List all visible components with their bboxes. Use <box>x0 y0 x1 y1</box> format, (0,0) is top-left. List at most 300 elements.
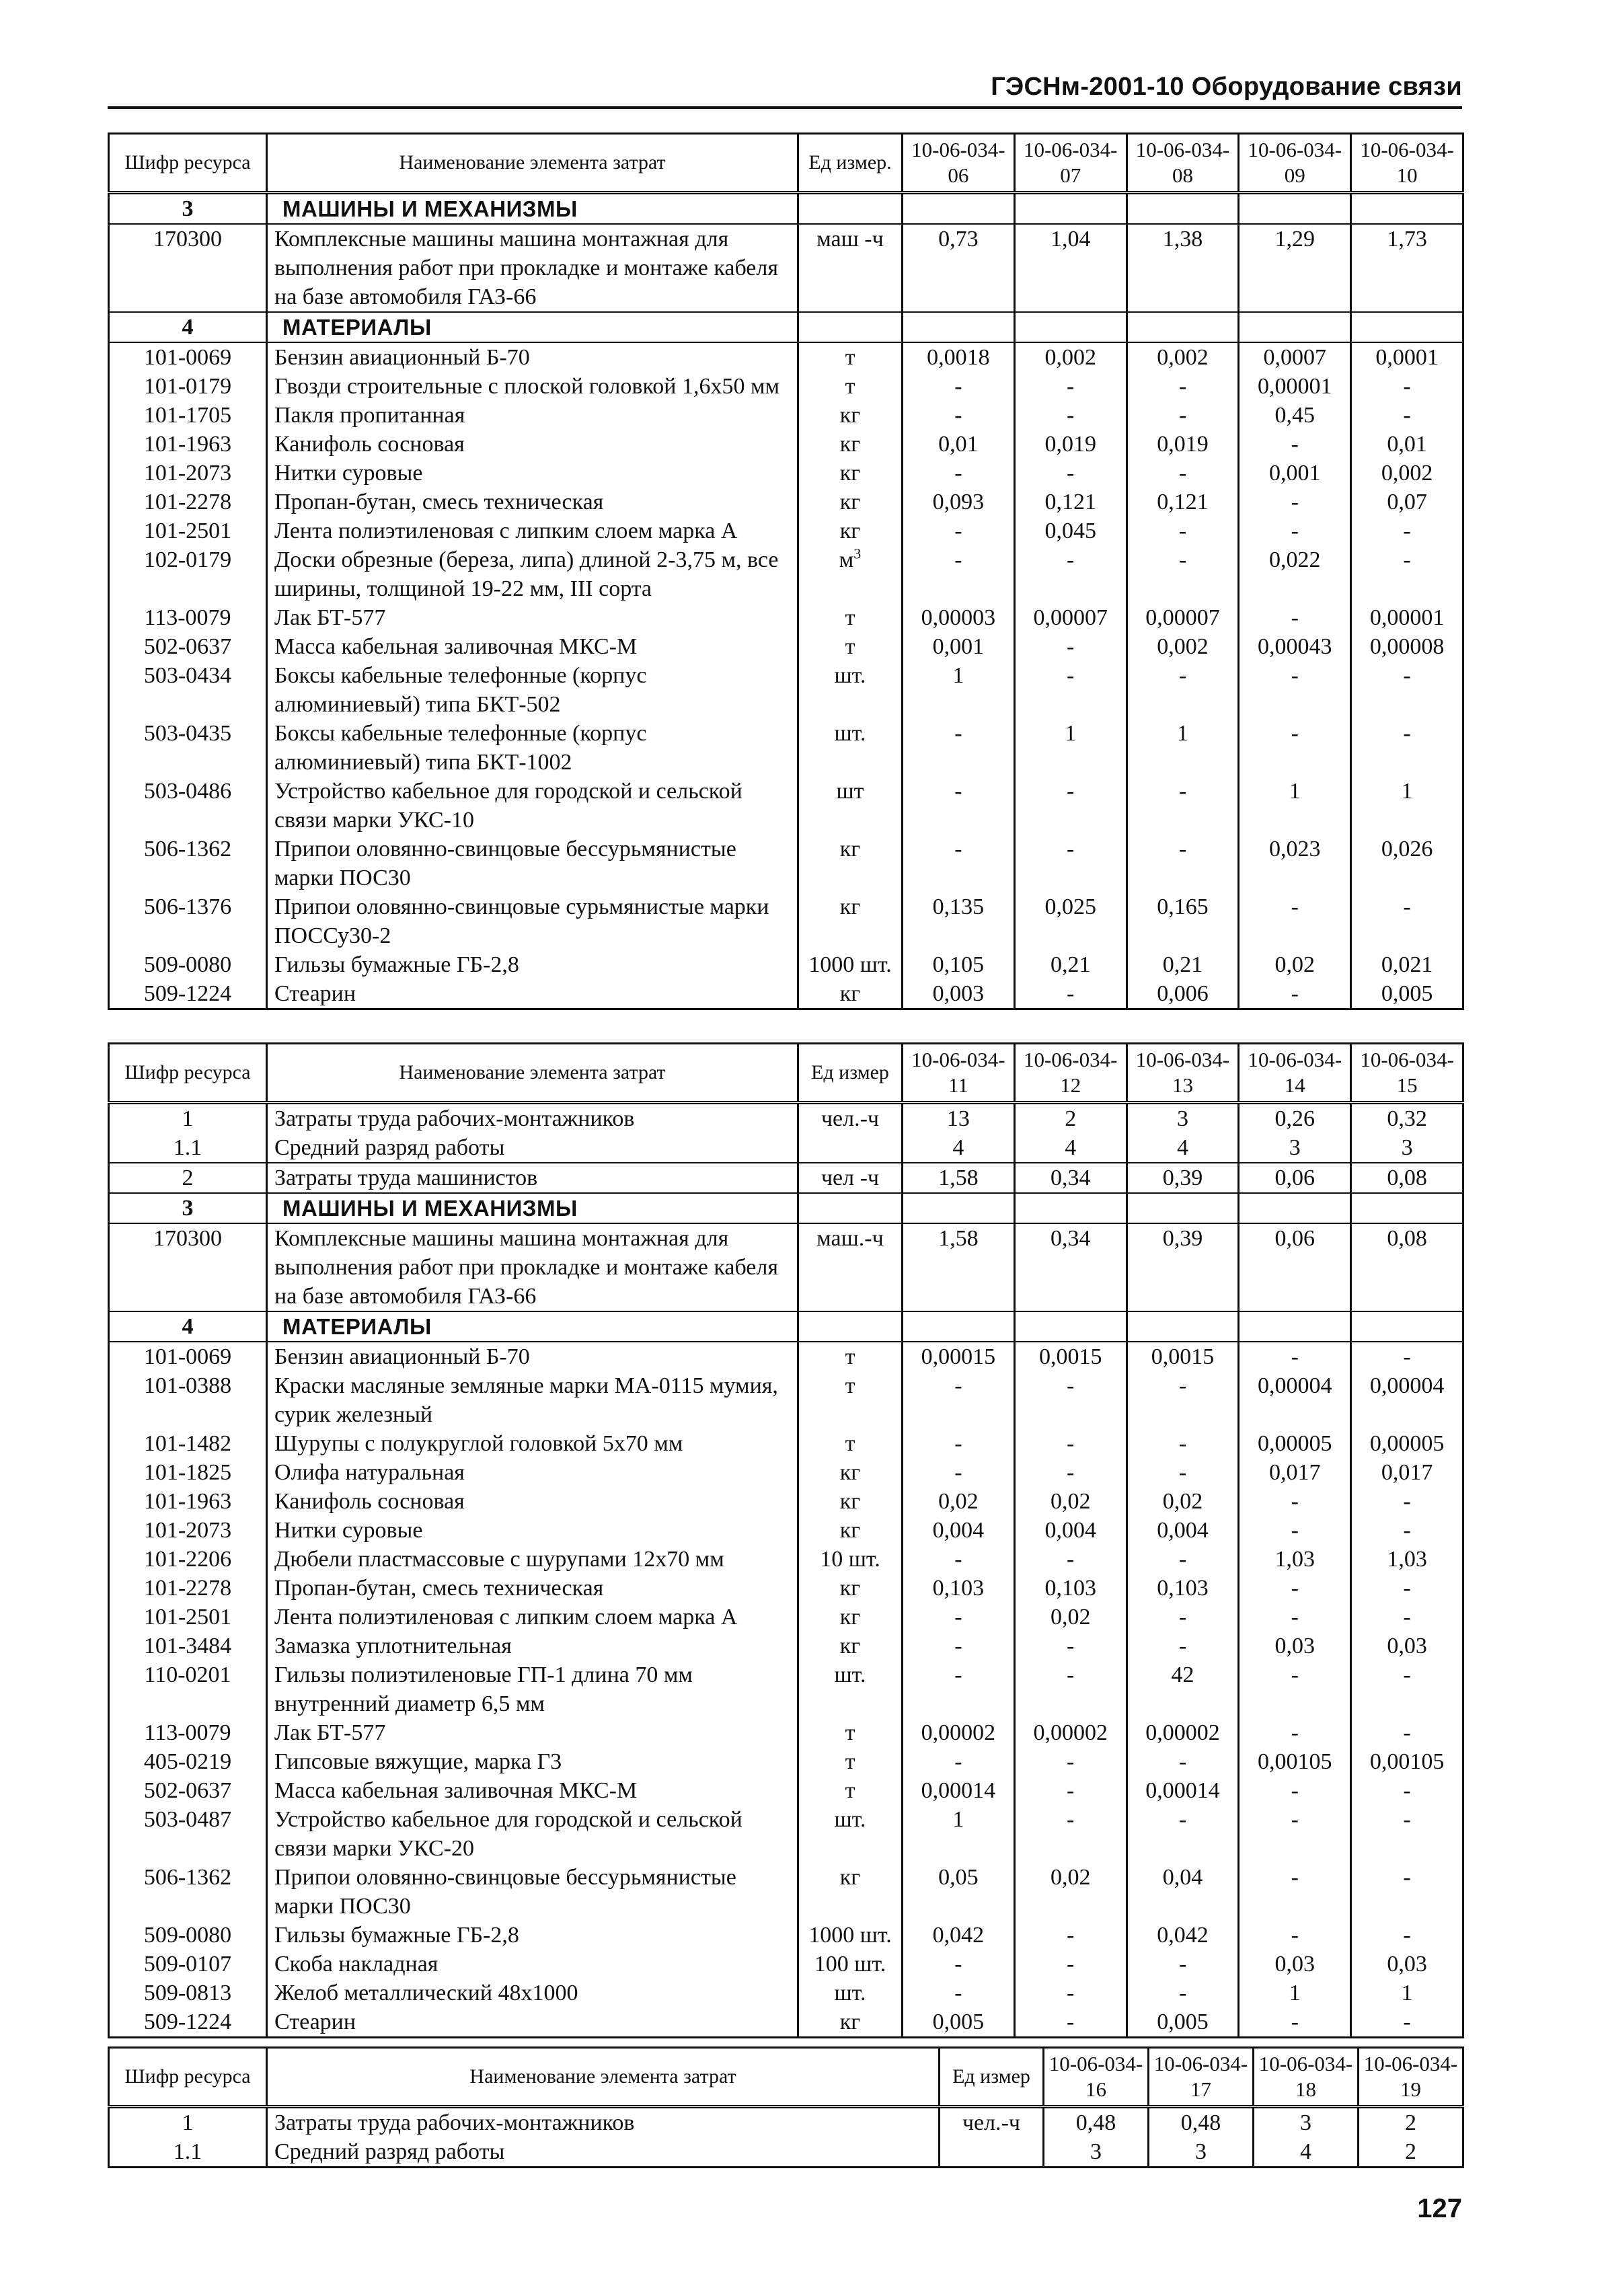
norm-value: 0,005 <box>1351 979 1463 1009</box>
cost-element-name: Дюбели пластмассовые с шурупами 12х70 мм <box>274 1547 724 1572</box>
norm-value: 1,03 <box>1239 1545 1351 1574</box>
resource-code: 3 <box>109 1193 267 1223</box>
norm-value: - <box>1127 1545 1239 1574</box>
norm-value: - <box>1239 516 1351 545</box>
unit-cell <box>798 193 903 225</box>
unit-text: т <box>845 1778 855 1803</box>
norm-value: 0,019 <box>1127 430 1239 459</box>
norm-value: 4 <box>1127 1133 1239 1163</box>
table-row <box>109 1921 1463 1950</box>
norm-value: - <box>1351 1574 1463 1603</box>
resource-code: 101-1963 <box>109 430 267 459</box>
cost-element-name: Припои оловянно-свинцовые сурьмянистые марки ПОССу30-2 <box>274 894 769 948</box>
norm-value: - <box>1351 661 1463 719</box>
table-row <box>109 1747 1463 1776</box>
cost-element-name: Пропан-бутан, смесь техническая <box>274 1576 604 1601</box>
resource-code: 113-0079 <box>109 1718 267 1747</box>
header-norm-code: 10-06-034-07 <box>1014 134 1127 193</box>
cost-element-name: Лента полиэтиленовая с липким слоем марка А <box>274 519 738 543</box>
norm-value: 0,093 <box>903 488 1015 516</box>
table-row <box>109 1342 1463 1371</box>
norm-value: 4 <box>903 1133 1015 1163</box>
cost-element-name: Доски обрезные (береза, липа) длиной 2-3,75 м, все ширины, толщиной 19-22 мм, III сорта <box>274 547 779 601</box>
norm-value: - <box>903 719 1015 777</box>
norm-value: 0,00008 <box>1351 632 1463 661</box>
header-norm-code: 10-06-034-14 <box>1239 1044 1351 1103</box>
cost-element-name: Олифа натуральная <box>274 1460 465 1485</box>
norm-value: - <box>1127 545 1239 603</box>
table-row <box>109 1603 1463 1632</box>
norm-value <box>1351 1193 1463 1223</box>
resource-code: 506-1362 <box>109 1863 267 1921</box>
unit-cell <box>798 979 903 1009</box>
norm-value: - <box>1014 777 1127 835</box>
unit-cell <box>798 950 903 979</box>
unit-cell <box>940 2137 1044 2168</box>
unit-cell <box>798 892 903 950</box>
cost-element-name: Пропан-бутан, смесь техническая <box>274 490 604 514</box>
unit-text: кг <box>839 1605 861 1630</box>
norm-value: - <box>1014 1747 1127 1776</box>
norm-value: - <box>903 1371 1015 1429</box>
unit-cell <box>798 1718 903 1747</box>
unit-text: кг <box>839 2010 861 2034</box>
cost-element-name: Пакля пропитанная <box>274 403 465 428</box>
norm-value: - <box>903 1747 1015 1776</box>
norm-value: - <box>903 835 1015 892</box>
unit-text: шт. <box>834 1981 866 2005</box>
cost-element-name: Шурупы с полукруглой головкой 5х70 мм <box>274 1431 683 1456</box>
header-norm-code: 10-06-034-06 <box>903 134 1015 193</box>
norm-value: - <box>1239 1776 1351 1805</box>
resource-code: 101-2073 <box>109 1516 267 1545</box>
cost-element-name: Затраты труда рабочих-монтажников <box>274 1106 635 1131</box>
norm-value: - <box>1239 1342 1351 1371</box>
cost-element-name: Канифоль сосновая <box>274 432 465 457</box>
cost-element-name: Лак БТ-577 <box>274 1720 386 1745</box>
cost-element-name: Масса кабельная заливочная МКС-М <box>274 634 638 659</box>
cost-element-name: Устройство кабельное для городской и сельской связи марки УКС-20 <box>274 1807 742 1861</box>
resource-code: 509-0080 <box>109 1921 267 1950</box>
section-row <box>109 193 1463 225</box>
norm-value: - <box>1239 1660 1351 1718</box>
norm-value: - <box>1014 979 1127 1009</box>
norm-value: - <box>1127 777 1239 835</box>
norm-value: 0,0015 <box>1127 1342 1239 1371</box>
cost-element-name: Гипсовые вяжущие, марка Г3 <box>274 1749 562 1774</box>
norm-value: 1,58 <box>903 1223 1015 1311</box>
norm-value: 0,045 <box>1014 516 1127 545</box>
header-norm-code: 10-06-034-19 <box>1359 2048 1463 2107</box>
norm-value: 0,06 <box>1239 1163 1351 1193</box>
resource-code: 502-0637 <box>109 1776 267 1805</box>
norm-value: - <box>1014 1921 1127 1950</box>
cost-element-name: Бензин авиационный Б-70 <box>274 1344 530 1369</box>
norm-value: 0,26 <box>1239 1103 1351 1134</box>
table-row <box>109 1863 1463 1921</box>
norm-value: - <box>1239 488 1351 516</box>
norm-value: - <box>903 1660 1015 1718</box>
unit-cell <box>798 1458 903 1487</box>
norm-value: - <box>1351 1342 1463 1371</box>
norm-value: - <box>903 1429 1015 1458</box>
norm-value: - <box>1014 1371 1127 1429</box>
norm-value: 0,00007 <box>1127 603 1239 632</box>
norm-value: - <box>1127 459 1239 488</box>
norm-value: - <box>1127 1603 1239 1632</box>
resource-code: 101-1963 <box>109 1487 267 1516</box>
unit-cell <box>798 1921 903 1950</box>
norm-value: 0,0001 <box>1351 342 1463 372</box>
table-row <box>109 1660 1463 1718</box>
norm-value: 0,017 <box>1239 1458 1351 1487</box>
norm-value: 4 <box>1014 1133 1127 1163</box>
section-row <box>109 312 1463 342</box>
norm-value: 0,06 <box>1239 1223 1351 1311</box>
resource-code: 101-2278 <box>109 488 267 516</box>
norm-value: - <box>903 372 1015 401</box>
norm-value: - <box>1014 372 1127 401</box>
table-row <box>109 979 1463 1009</box>
norm-value: 0,00105 <box>1351 1747 1463 1776</box>
norm-value <box>903 1193 1015 1223</box>
norm-value: - <box>1239 1863 1351 1921</box>
unit-text: кг <box>839 981 861 1006</box>
resource-code: 101-2206 <box>109 1545 267 1574</box>
resource-code: 1.1 <box>109 2137 267 2168</box>
page-number: 127 <box>1417 2194 1462 2223</box>
norm-value: 0,00014 <box>1127 1776 1239 1805</box>
norm-value <box>1351 193 1463 225</box>
table-row <box>109 2007 1463 2038</box>
norm-value: 2 <box>1359 2137 1463 2168</box>
cost-element-name: Комплексные машины машина монтажная для выполнения работ при прокладке и монтаже кабеля на базе автомобиля ГАЗ-66 <box>274 1226 778 1309</box>
resource-code: 509-0080 <box>109 950 267 979</box>
norm-value: 0,103 <box>1014 1574 1127 1603</box>
table-row <box>109 1133 1463 1163</box>
norm-value: - <box>1351 1603 1463 1632</box>
unit-text: чел -ч <box>821 1165 880 1190</box>
unit-cell <box>798 1863 903 1921</box>
section-title: МАТЕРИАЛЫ <box>267 312 798 342</box>
resource-code: 1.1 <box>109 1133 267 1163</box>
header-norm-code: 10-06-034-09 <box>1239 134 1351 193</box>
section-title: МАШИНЫ И МЕХАНИЗМЫ <box>267 1193 798 1223</box>
norm-value: 0,00014 <box>903 1776 1015 1805</box>
norm-value: 0,121 <box>1014 488 1127 516</box>
norm-value: - <box>903 1458 1015 1487</box>
unit-cell <box>798 1950 903 1979</box>
norm-value: - <box>1127 1429 1239 1458</box>
norm-value: 0,006 <box>1127 979 1239 1009</box>
table-row <box>109 1429 1463 1458</box>
unit-text: шт. <box>834 1662 866 1687</box>
norm-value: 0,017 <box>1351 1458 1463 1487</box>
norm-value: 0,0018 <box>903 342 1015 372</box>
unit-cell <box>798 632 903 661</box>
unit-cell <box>798 1342 903 1371</box>
norm-value: 0,165 <box>1127 892 1239 950</box>
cost-element-name: Комплексные машины машина монтажная для выполнения работ при прокладке и монтаже кабеля на базе автомобиля ГАЗ-66 <box>274 227 778 309</box>
unit-cell <box>798 777 903 835</box>
resource-code: 503-0435 <box>109 719 267 777</box>
document-header: ГЭСНм-2001-10 Оборудование связи <box>991 73 1462 101</box>
norm-value: 0,03 <box>1351 1950 1463 1979</box>
norm-value: 0,005 <box>903 2007 1015 2038</box>
unit-cell <box>798 1805 903 1863</box>
norm-value: 0,001 <box>903 632 1015 661</box>
norm-value: 1 <box>1014 719 1127 777</box>
unit-text: кг <box>839 1634 861 1658</box>
norm-value: - <box>1239 1487 1351 1516</box>
unit-cell <box>798 342 903 372</box>
cost-table-1 <box>108 132 1464 1010</box>
norm-value: 0,02 <box>1014 1863 1127 1921</box>
unit-cell <box>798 1603 903 1632</box>
norm-value: - <box>1014 632 1127 661</box>
norm-value: 1 <box>1239 777 1351 835</box>
norm-value: 1 <box>1351 777 1463 835</box>
table-row <box>109 1163 1463 1193</box>
unit-text: т <box>845 1431 855 1456</box>
cost-element-name: Замазка уплотнительная <box>274 1634 512 1658</box>
unit-text: кг <box>839 1518 861 1543</box>
unit-text: 100 шт. <box>814 1952 886 1977</box>
resource-code: 405-0219 <box>109 1747 267 1776</box>
norm-value: 0,03 <box>1351 1632 1463 1660</box>
table-row <box>109 1371 1463 1429</box>
norm-value: - <box>1014 459 1127 488</box>
header-name: Наименование элемента затрат <box>267 2048 940 2107</box>
norm-value: 0,00002 <box>903 1718 1015 1747</box>
norm-value: 0,02 <box>1014 1487 1127 1516</box>
unit-cell <box>798 2007 903 2038</box>
norm-value: - <box>1239 719 1351 777</box>
header-norm-code: 10-06-034-10 <box>1351 134 1463 193</box>
unit-cell <box>798 1223 903 1311</box>
unit-text: кг <box>839 837 861 862</box>
resource-code: 4 <box>109 1311 267 1342</box>
unit-cell <box>798 835 903 892</box>
resource-code: 509-1224 <box>109 2007 267 2038</box>
norm-value: 0,39 <box>1127 1223 1239 1311</box>
norm-value: - <box>1239 1603 1351 1632</box>
norm-value: - <box>1014 1950 1127 1979</box>
resource-code: 2 <box>109 1163 267 1193</box>
table-row <box>109 401 1463 430</box>
table-row <box>109 892 1463 950</box>
resource-code: 101-0388 <box>109 1371 267 1429</box>
norm-value <box>1014 1193 1127 1223</box>
resource-code: 509-0813 <box>109 1979 267 2007</box>
norm-value: 0,02 <box>903 1487 1015 1516</box>
cost-element-name: Стеарин <box>267 979 798 1009</box>
norm-value: - <box>1014 661 1127 719</box>
unit-cell <box>798 1747 903 1776</box>
unit-text: кг <box>839 490 861 514</box>
norm-value: 0,00005 <box>1239 1429 1351 1458</box>
norm-value: 0,07 <box>1351 488 1463 516</box>
table-row <box>109 516 1463 545</box>
norm-value: 0,002 <box>1127 632 1239 661</box>
norm-value: 0,48 <box>1149 2107 1254 2138</box>
cost-element-name: Нитки суровые <box>274 1518 423 1543</box>
table-row <box>109 372 1463 401</box>
cost-element-name: Гвозди строительные с плоской головкой 1,6х50 мм <box>274 374 779 399</box>
cost-element-name: Средний разряд работы <box>274 1135 505 1160</box>
table-row <box>109 2107 1463 2138</box>
table-row <box>109 1103 1463 1134</box>
unit-text: кг <box>839 403 861 428</box>
norm-value: 0,21 <box>1127 950 1239 979</box>
unit-cell <box>798 1516 903 1545</box>
table-row <box>109 1487 1463 1516</box>
table-row <box>109 1979 1463 2007</box>
unit-text: чел.-ч <box>821 1106 880 1131</box>
norm-value: 0,34 <box>1014 1223 1127 1311</box>
resource-code: 503-0486 <box>109 777 267 835</box>
unit-text: кг <box>839 432 861 457</box>
unit-text: т <box>845 345 855 370</box>
resource-code: 110-0201 <box>109 1660 267 1718</box>
resource-code: 506-1376 <box>109 892 267 950</box>
norm-value: - <box>1014 1632 1127 1660</box>
header-unit: Ед измер. <box>798 134 903 193</box>
norm-value: - <box>1351 1516 1463 1545</box>
unit-cell <box>798 1133 903 1163</box>
norm-value: - <box>1239 661 1351 719</box>
resource-code: 509-1224 <box>109 979 267 1009</box>
table-row <box>109 1516 1463 1545</box>
norm-value: 3 <box>1149 2137 1254 2168</box>
header-norm-code: 10-06-034-13 <box>1127 1044 1239 1103</box>
unit-cell <box>798 1776 903 1805</box>
norm-value: - <box>1351 372 1463 401</box>
unit-text: т <box>845 1344 855 1369</box>
unit-cell <box>798 1487 903 1516</box>
norm-value: 0,105 <box>903 950 1015 979</box>
norm-value: - <box>1239 979 1351 1009</box>
unit-cell <box>798 603 903 632</box>
resource-code: 101-1705 <box>109 401 267 430</box>
norm-value: - <box>1351 401 1463 430</box>
norm-value: 0,002 <box>1127 342 1239 372</box>
table-row <box>109 224 1463 312</box>
norm-value: 0,135 <box>903 892 1015 950</box>
unit-cell <box>940 2107 1044 2138</box>
section-row <box>109 1311 1463 1342</box>
unit-text: кг <box>839 1865 861 1890</box>
resource-code: 1 <box>109 1103 267 1134</box>
norm-value: 0,03 <box>1239 1632 1351 1660</box>
cost-element-name: Нитки суровые <box>274 461 423 486</box>
unit-text: кг <box>839 1576 861 1601</box>
norm-value <box>1351 312 1463 342</box>
norm-value: 1,58 <box>903 1163 1015 1193</box>
norm-value: 1,03 <box>1351 1545 1463 1574</box>
norm-value: 0,00003 <box>903 603 1015 632</box>
norm-value: - <box>1351 1660 1463 1718</box>
norm-value: 0,023 <box>1239 835 1351 892</box>
unit-text: шт. <box>834 1807 866 1832</box>
norm-value: - <box>1014 1979 1127 2007</box>
norm-value: - <box>1014 835 1127 892</box>
unit-text: кг <box>839 519 861 543</box>
norm-value: 1 <box>903 661 1015 719</box>
resource-code: 3 <box>109 193 267 225</box>
norm-value: 3 <box>1044 2137 1149 2168</box>
norm-value: - <box>1351 1921 1463 1950</box>
norm-value: 0,005 <box>1127 2007 1239 2038</box>
unit-cell <box>798 1979 903 2007</box>
norm-value: 1,29 <box>1239 224 1351 312</box>
resource-code: 113-0079 <box>109 603 267 632</box>
norm-value: 1 <box>1351 1979 1463 2007</box>
norm-value: 3 <box>1254 2107 1359 2138</box>
norm-value: - <box>903 545 1015 603</box>
unit-text: кг <box>839 461 861 486</box>
norm-value: 3 <box>1239 1133 1351 1163</box>
unit-cell <box>798 312 903 342</box>
norm-value: 0,32 <box>1351 1103 1463 1134</box>
norm-value: 0,026 <box>1351 835 1463 892</box>
resource-code: 503-0487 <box>109 1805 267 1863</box>
table-row <box>109 1950 1463 1979</box>
norm-value: - <box>903 1632 1015 1660</box>
norm-value: 0,022 <box>1239 545 1351 603</box>
table-row <box>109 1632 1463 1660</box>
norm-value: - <box>1239 1921 1351 1950</box>
norm-value: - <box>1239 1516 1351 1545</box>
cost-element-name: Гильзы бумажные ГБ-2,8 <box>274 952 519 977</box>
norm-value: - <box>1351 1776 1463 1805</box>
norm-value: 0,025 <box>1014 892 1127 950</box>
norm-value <box>903 312 1015 342</box>
table-row <box>109 545 1463 603</box>
unit-cell <box>798 459 903 488</box>
unit-text: кг <box>839 1460 861 1485</box>
cost-element-name: Масса кабельная заливочная МКС-М <box>274 1778 638 1803</box>
unit-cell <box>798 430 903 459</box>
unit-cell <box>798 1103 903 1134</box>
norm-value: - <box>1014 1545 1127 1574</box>
header-norm-code: 10-06-034-16 <box>1044 2048 1149 2107</box>
resource-code: 506-1362 <box>109 835 267 892</box>
norm-value: - <box>1014 1776 1127 1805</box>
norm-value: - <box>1014 545 1127 603</box>
cost-table-2 <box>108 1042 1464 2038</box>
norm-value: - <box>1014 401 1127 430</box>
header-norm-code: 10-06-034-15 <box>1351 1044 1463 1103</box>
resource-code: 170300 <box>109 224 267 312</box>
table-row <box>109 2137 1463 2168</box>
norm-value: - <box>1351 892 1463 950</box>
norm-value: - <box>903 1979 1015 2007</box>
norm-value: 0,03 <box>1239 1950 1351 1979</box>
norm-value: 0,48 <box>1044 2107 1149 2138</box>
norm-value: - <box>1127 1979 1239 2007</box>
norm-value: - <box>1127 1458 1239 1487</box>
norm-value: 0,05 <box>903 1863 1015 1921</box>
norm-value: - <box>903 516 1015 545</box>
norm-value: - <box>1127 401 1239 430</box>
norm-value: - <box>903 459 1015 488</box>
unit-text: 1000 шт. <box>808 1923 892 1948</box>
cost-element-name: Припои оловянно-свинцовые бессурьмянистые марки ПОС30 <box>274 837 736 890</box>
resource-code: 101-0069 <box>109 1342 267 1371</box>
table-row <box>109 632 1463 661</box>
norm-value: 3 <box>1351 1133 1463 1163</box>
